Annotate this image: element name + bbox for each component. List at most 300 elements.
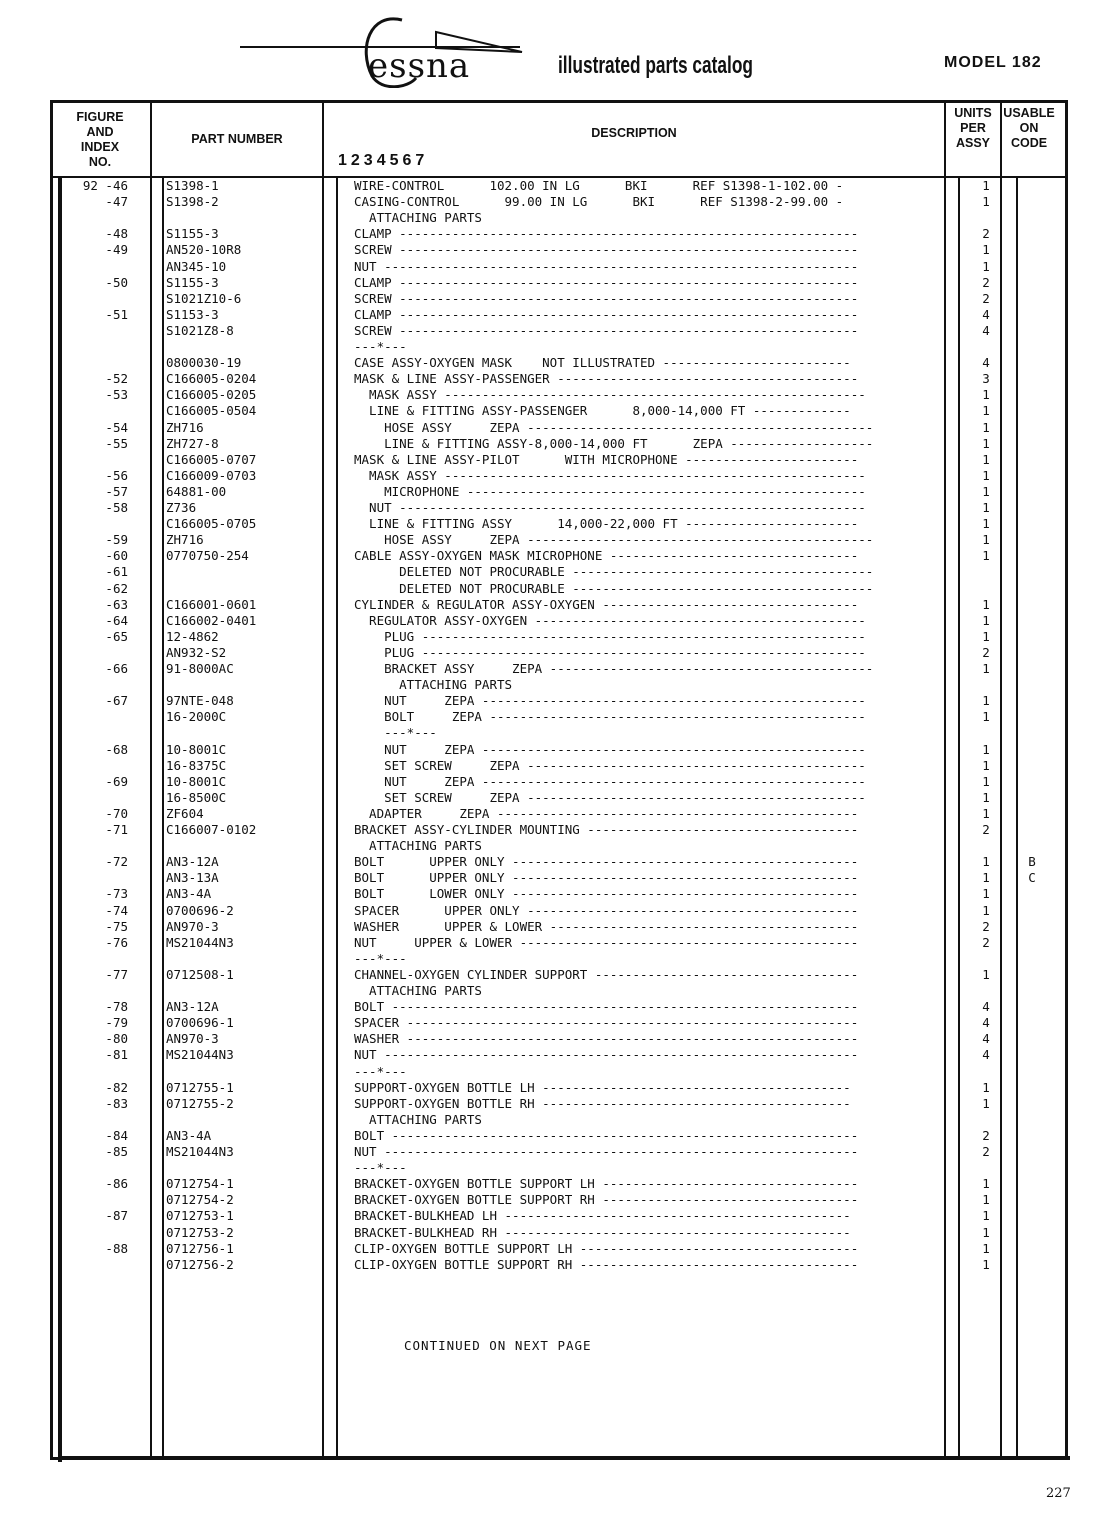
part-number: C166002-0401	[166, 612, 257, 628]
part-number: S1398-1	[166, 178, 219, 193]
part-number: C166007-0102	[166, 822, 257, 837]
part-number: 0712753-2	[166, 1224, 234, 1240]
description: BOLT LOWER ONLY ----------------------------------------------	[354, 886, 859, 902]
table-row	[62, 758, 1068, 774]
description: BRACKET-BULKHEAD LH ----------------------------------------------	[354, 1208, 851, 1224]
table-row	[62, 1064, 1068, 1080]
table-row	[62, 1031, 1068, 1047]
description: ---*---	[354, 1160, 407, 1176]
table-row	[62, 1096, 1068, 1112]
units-per-assy: 2	[982, 290, 990, 306]
part-number: 91-8000AC	[166, 661, 234, 676]
table-row	[62, 1192, 1068, 1208]
part-number: C166005-0504	[166, 403, 257, 419]
table-row	[62, 693, 1068, 709]
description: WASHER UPPER & LOWER -----------------------------------------	[354, 918, 859, 934]
table-row	[62, 452, 1068, 468]
description: NUT ZEPA ---------------------------------------------------	[354, 741, 866, 757]
description: SET SCREW ZEPA ---------------------------------------------	[354, 757, 866, 773]
description: CASE ASSY-OXYGEN MASK NOT ILLUSTRATED -------------------------	[354, 355, 851, 371]
units-per-assy: 1	[982, 870, 990, 886]
table-row	[62, 886, 1068, 902]
part-number: 16-2000C	[166, 709, 227, 725]
frame-shadow-bottom	[58, 1456, 1070, 1460]
part-number: MS21044N3	[166, 1047, 234, 1063]
figure-index: -70	[105, 805, 128, 821]
units-per-assy: 1	[982, 902, 990, 918]
description: ATTACHING PARTS	[354, 983, 482, 998]
figure-index: -83	[105, 1095, 128, 1111]
usable-code: C	[1028, 870, 1036, 886]
figure-index: -72	[105, 854, 128, 870]
description: HOSE ASSY ZEPA ----------------------------------------------	[354, 532, 874, 548]
units-per-assy: 4	[982, 1031, 990, 1047]
description: NUT ---------------------------------------------------------------	[354, 258, 859, 274]
units-per-assy: 1	[982, 628, 990, 644]
units-per-assy: 1	[982, 419, 990, 435]
table-row	[62, 581, 1068, 597]
units-per-assy: 1	[982, 403, 990, 419]
table-row	[62, 1112, 1068, 1128]
units-per-assy: 1	[982, 773, 990, 789]
header-units: UNITS PER ASSY	[954, 106, 992, 150]
table-row	[62, 259, 1068, 275]
description: HOSE ASSY ZEPA ----------------------------------------------	[354, 419, 874, 435]
table-row	[62, 951, 1068, 967]
description: SUPPORT-OXYGEN BOTTLE LH -----------------------------------------	[354, 1079, 851, 1095]
continued-note: CONTINUED ON NEXT PAGE	[404, 1338, 592, 1353]
table-row	[62, 806, 1068, 822]
part-number: AN932-S2	[166, 644, 227, 660]
description: REGULATOR ASSY-OXYGEN --------------------------------------------	[354, 612, 866, 628]
table-row	[62, 677, 1068, 693]
units-per-assy: 1	[982, 1079, 990, 1095]
part-number: AN3-12A	[166, 854, 219, 870]
description: BOLT UPPER ONLY ----------------------------------------------	[354, 854, 859, 870]
table-row	[62, 822, 1068, 838]
table-row	[62, 242, 1068, 258]
catalog-title: illustrated parts catalog	[558, 52, 753, 79]
description: BRACKET-OXYGEN BOTTLE SUPPORT RH ----------------------------------	[354, 1192, 859, 1208]
part-number: 0712508-1	[166, 966, 234, 982]
description: BRACKET ASSY-CYLINDER MOUNTING ------------------------------------	[354, 822, 859, 837]
units-per-assy: 1	[982, 483, 990, 499]
units-per-assy: 1	[982, 178, 990, 193]
description: ---*---	[354, 1063, 407, 1079]
table-row	[62, 790, 1068, 806]
units-per-assy: 4	[982, 322, 990, 338]
table-row	[62, 1225, 1068, 1241]
usable-code: B	[1028, 854, 1036, 870]
table-row	[62, 709, 1068, 725]
table-row	[62, 420, 1068, 436]
description: BRACKET-OXYGEN BOTTLE SUPPORT LH ----------------------------------	[354, 1176, 859, 1192]
part-number: C166001-0601	[166, 596, 257, 612]
units-per-assy: 1	[982, 467, 990, 483]
figure-index: -66	[105, 661, 128, 676]
part-number: 0712755-2	[166, 1095, 234, 1111]
figure-index: -68	[105, 741, 128, 757]
table-row	[62, 999, 1068, 1015]
table-row	[62, 870, 1068, 886]
description: BRACKET ASSY ZEPA -------------------------------------------	[354, 661, 874, 676]
description: NUT ---------------------------------------------------------------	[354, 1144, 859, 1159]
header-part-number: PART NUMBER	[191, 132, 283, 146]
header-description: DESCRIPTION	[591, 126, 677, 140]
table-row	[62, 919, 1068, 935]
figure-index: -62	[105, 580, 128, 596]
units-per-assy: 1	[982, 709, 990, 725]
figure-index: -52	[105, 371, 128, 387]
part-number: 0712754-2	[166, 1192, 234, 1208]
description: DELETED NOT PROCURABLE ----------------------------------------	[354, 580, 874, 596]
figure-index: -61	[105, 564, 128, 580]
figure-index: -51	[105, 306, 128, 322]
units-per-assy: 1	[982, 258, 990, 274]
figure-index: -56	[105, 467, 128, 483]
units-per-assy: 1	[982, 612, 990, 628]
units-per-assy: 2	[982, 226, 990, 242]
units-per-assy: 2	[982, 274, 990, 290]
figure-index: -54	[105, 419, 128, 435]
figure-index: -55	[105, 435, 128, 451]
units-per-assy: 1	[982, 1240, 990, 1256]
description: NUT ---------------------------------------------------------------	[354, 1047, 859, 1063]
table-row	[62, 1208, 1068, 1224]
table-row	[62, 307, 1068, 323]
units-per-assy: 1	[982, 532, 990, 548]
description: CABLE ASSY-OXYGEN MASK MICROPHONE ---------------------------------	[354, 548, 859, 564]
page-number: 227	[1046, 1486, 1071, 1501]
figure-index: -86	[105, 1176, 128, 1192]
units-per-assy: 1	[982, 1208, 990, 1224]
units-per-assy: 4	[982, 1047, 990, 1063]
table-row	[62, 1047, 1068, 1063]
part-number: 16-8500C	[166, 789, 227, 805]
units-per-assy: 2	[982, 918, 990, 934]
description: ATTACHING PARTS	[354, 210, 482, 226]
table-row	[62, 291, 1068, 307]
description: NUT UPPER & LOWER ---------------------------------------------	[354, 934, 859, 950]
figure-index: -80	[105, 1031, 128, 1047]
units-per-assy: 1	[982, 661, 990, 676]
table-row	[62, 1176, 1068, 1192]
table-row	[62, 323, 1068, 339]
part-number: ZH716	[166, 419, 204, 435]
table-row	[62, 516, 1068, 532]
description: WASHER ------------------------------------------------------------	[354, 1031, 859, 1047]
part-number: C166005-0707	[166, 451, 257, 467]
part-number: S1398-2	[166, 194, 219, 210]
part-number: 97NTE-048	[166, 693, 234, 709]
figure-index: -50	[105, 274, 128, 290]
description: CASING-CONTROL 99.00 IN LG BKI REF S1398-2-99.00 -	[354, 194, 844, 210]
figure-index: -58	[105, 500, 128, 515]
part-number: MS21044N3	[166, 1144, 234, 1159]
description: PLUG -----------------------------------------------------------	[354, 628, 866, 644]
units-per-assy: 1	[982, 1095, 990, 1111]
units-per-assy: 1	[982, 387, 990, 403]
description: MASK & LINE ASSY-PILOT WITH MICROPHONE -----------------------	[354, 451, 859, 467]
description: ATTACHING PARTS	[354, 1111, 482, 1127]
units-per-assy: 1	[982, 886, 990, 902]
description: CLIP-OXYGEN BOTTLE SUPPORT RH -------------------------------------	[354, 1256, 859, 1272]
units-per-assy: 4	[982, 306, 990, 322]
part-number: AN520-10R8	[166, 242, 242, 258]
table-row	[62, 645, 1068, 661]
description: SCREW -------------------------------------------------------------	[354, 322, 859, 338]
part-number: 10-8001C	[166, 741, 227, 757]
table-row	[62, 935, 1068, 951]
table-row	[62, 436, 1068, 452]
part-number: 0712754-1	[166, 1176, 234, 1192]
description: NUT --------------------------------------------------------------	[354, 500, 866, 515]
part-number: 12-4862	[166, 628, 219, 644]
table-row	[62, 564, 1068, 580]
units-per-assy: 2	[982, 934, 990, 950]
units-per-assy: 2	[982, 644, 990, 660]
table-row	[62, 774, 1068, 790]
description: MASK ASSY --------------------------------------------------------	[354, 467, 866, 483]
units-per-assy: 1	[982, 757, 990, 773]
part-number: 10-8001C	[166, 773, 227, 789]
part-number: AN970-3	[166, 1031, 219, 1047]
units-per-assy: 4	[982, 1015, 990, 1031]
units-per-assy: 2	[982, 1127, 990, 1143]
part-number: 0770750-254	[166, 548, 249, 564]
part-number: AN3-13A	[166, 870, 219, 886]
table-row	[62, 854, 1068, 870]
table-row	[62, 355, 1068, 371]
units-per-assy: 2	[982, 1144, 990, 1159]
figure-index: -79	[105, 1015, 128, 1031]
description: CLAMP -------------------------------------------------------------	[354, 274, 859, 290]
units-per-assy: 1	[982, 500, 990, 515]
units-per-assy: 1	[982, 1256, 990, 1272]
description: SPACER UPPER ONLY --------------------------------------------	[354, 902, 859, 918]
table-row	[62, 1160, 1068, 1176]
units-per-assy: 4	[982, 355, 990, 371]
figure-index: -71	[105, 822, 128, 837]
table-row	[62, 532, 1068, 548]
description: BOLT ZEPA --------------------------------------------------	[354, 709, 866, 725]
header-indent-digits: 1234567	[338, 152, 429, 169]
figure-index: -48	[105, 226, 128, 242]
part-number: S1155-3	[166, 226, 219, 242]
figure-index: -65	[105, 628, 128, 644]
cessna-logo	[240, 8, 550, 88]
part-number: ZH727-8	[166, 435, 219, 451]
table-row	[62, 468, 1068, 484]
description: BRACKET-BULKHEAD RH ----------------------------------------------	[354, 1224, 851, 1240]
part-number: AN345-10	[166, 258, 227, 274]
description: ATTACHING PARTS	[354, 838, 482, 854]
figure-index: -77	[105, 966, 128, 982]
description: BOLT UPPER ONLY ----------------------------------------------	[354, 870, 859, 886]
description: WIRE-CONTROL 102.00 IN LG BKI REF S1398-1-102.00 -	[354, 178, 844, 193]
units-per-assy: 1	[982, 693, 990, 709]
units-per-assy: 1	[982, 451, 990, 467]
description: NUT ZEPA ---------------------------------------------------	[354, 773, 866, 789]
table-row	[62, 275, 1068, 291]
part-number: 0700696-2	[166, 902, 234, 918]
logo-brand-text: essna	[368, 46, 471, 86]
header-usable: USABLE ON CODE	[1003, 106, 1055, 150]
description: MASK & LINE ASSY-PASSENGER ----------------------------------------	[354, 371, 859, 387]
description: CLIP-OXYGEN BOTTLE SUPPORT LH -------------------------------------	[354, 1240, 859, 1256]
part-number: MS21044N3	[166, 934, 234, 950]
units-per-assy: 1	[982, 516, 990, 532]
part-number: 16-8375C	[166, 757, 227, 773]
units-per-assy: 1	[982, 789, 990, 805]
figure-index: -74	[105, 902, 128, 918]
part-number: S1021Z10-6	[166, 290, 242, 306]
table-row	[62, 629, 1068, 645]
figure-index: -85	[105, 1144, 128, 1159]
part-number: 0800030-19	[166, 355, 242, 371]
table-row	[62, 194, 1068, 210]
units-per-assy: 1	[982, 741, 990, 757]
figure-index: -75	[105, 918, 128, 934]
figure-index: -73	[105, 886, 128, 902]
part-number: AN3-4A	[166, 1127, 212, 1143]
figure-index: -64	[105, 612, 128, 628]
figure-index: -63	[105, 596, 128, 612]
figure-index: -49	[105, 242, 128, 258]
part-number: AN3-4A	[166, 886, 212, 902]
table-row	[62, 210, 1068, 226]
table-row	[62, 1241, 1068, 1257]
description: SUPPORT-OXYGEN BOTTLE RH -----------------------------------------	[354, 1095, 851, 1111]
description: CHANNEL-OXYGEN CYLINDER SUPPORT -----------------------------------	[354, 966, 859, 982]
figure-index: -88	[105, 1240, 128, 1256]
part-number: AN970-3	[166, 918, 219, 934]
table-row	[62, 1144, 1068, 1160]
table-row	[62, 1080, 1068, 1096]
units-per-assy: 1	[982, 966, 990, 982]
part-number: S1155-3	[166, 274, 219, 290]
description: ATTACHING PARTS	[354, 677, 513, 693]
units-per-assy: 4	[982, 999, 990, 1015]
part-number: 0712756-2	[166, 1256, 234, 1272]
units-per-assy: 2	[982, 822, 990, 837]
units-per-assy: 1	[982, 1224, 990, 1240]
figure-index: -47	[105, 194, 128, 210]
part-number: 0712756-1	[166, 1240, 234, 1256]
table-row	[62, 838, 1068, 854]
description: SET SCREW ZEPA ---------------------------------------------	[354, 789, 866, 805]
part-number: C166005-0204	[166, 371, 257, 387]
table-row	[62, 725, 1068, 741]
table-row	[62, 967, 1068, 983]
part-number: C166005-0205	[166, 387, 257, 403]
figure-index: -67	[105, 693, 128, 709]
units-per-assy: 1	[982, 1176, 990, 1192]
part-number: ZH716	[166, 532, 204, 548]
description: ADAPTER ZEPA ------------------------------------------------	[354, 805, 859, 821]
figure-index: -69	[105, 773, 128, 789]
description: PLUG -----------------------------------------------------------	[354, 644, 866, 660]
table-row	[62, 371, 1068, 387]
figure-index: -60	[105, 548, 128, 564]
table-row	[62, 983, 1068, 999]
part-number: S1153-3	[166, 306, 219, 322]
units-per-assy: 1	[982, 548, 990, 564]
description: LINE & FITTING ASSY 14,000-22,000 FT -----------------------	[354, 516, 859, 532]
table-row	[62, 500, 1068, 516]
description: SCREW -------------------------------------------------------------	[354, 290, 859, 306]
header-figure: FIGURE AND INDEX NO.	[76, 110, 124, 169]
description: SCREW -------------------------------------------------------------	[354, 242, 859, 258]
table-row	[62, 226, 1068, 242]
part-number: Z736	[166, 500, 197, 515]
units-per-assy: 1	[982, 242, 990, 258]
table-row	[62, 339, 1068, 355]
units-per-assy: 1	[982, 805, 990, 821]
figure-index: -78	[105, 999, 128, 1015]
units-per-assy: 1	[982, 1192, 990, 1208]
figure-index: -53	[105, 387, 128, 403]
table-row	[62, 597, 1068, 613]
table-row	[62, 1128, 1068, 1144]
description: ---*---	[354, 950, 407, 966]
description: ---*---	[354, 725, 437, 741]
part-number: ZF604	[166, 805, 204, 821]
model-label: MODEL 182	[944, 54, 1042, 71]
units-per-assy: 1	[982, 596, 990, 612]
part-number: 0712753-1	[166, 1208, 234, 1224]
figure-index: -76	[105, 934, 128, 950]
table-row	[62, 903, 1068, 919]
description: SPACER ------------------------------------------------------------	[354, 1015, 859, 1031]
part-number: 0700696-1	[166, 1015, 234, 1031]
description: DELETED NOT PROCURABLE ----------------------------------------	[354, 564, 874, 580]
figure-index: -81	[105, 1047, 128, 1063]
description: BOLT --------------------------------------------------------------	[354, 1127, 859, 1143]
description: NUT ZEPA ---------------------------------------------------	[354, 693, 866, 709]
part-number: C166009-0703	[166, 467, 257, 483]
figure-index: -82	[105, 1079, 128, 1095]
description: BOLT --------------------------------------------------------------	[354, 999, 859, 1015]
units-per-assy: 1	[982, 194, 990, 210]
table-row	[62, 613, 1068, 629]
table-row	[62, 178, 1068, 194]
part-number: S1021Z8-8	[166, 322, 234, 338]
table-row	[62, 548, 1068, 564]
figure-index: -57	[105, 483, 128, 499]
description: ---*---	[354, 339, 407, 354]
description: LINE & FITTING ASSY-PASSENGER 8,000-14,000 FT -------------	[354, 403, 851, 419]
table-row	[62, 484, 1068, 500]
description: CLAMP -------------------------------------------------------------	[354, 306, 859, 322]
part-number: 0712755-1	[166, 1079, 234, 1095]
units-per-assy: 3	[982, 371, 990, 387]
table-row	[62, 1257, 1068, 1273]
figure-index: -59	[105, 532, 128, 548]
part-number: C166005-0705	[166, 516, 257, 532]
figure-index: -84	[105, 1127, 128, 1143]
table-row	[62, 403, 1068, 419]
table-row	[62, 1015, 1068, 1031]
description: CLAMP -------------------------------------------------------------	[354, 226, 859, 242]
part-number: 64881-00	[166, 483, 227, 499]
description: CYLINDER & REGULATOR ASSY-OXYGEN ----------------------------------	[354, 596, 859, 612]
description: LINE & FITTING ASSY-8,000-14,000 FT ZEPA -------------------	[354, 435, 874, 451]
table-row	[62, 742, 1068, 758]
table-row	[62, 661, 1068, 677]
units-per-assy: 1	[982, 435, 990, 451]
description: MICROPHONE -----------------------------------------------------	[354, 483, 866, 499]
